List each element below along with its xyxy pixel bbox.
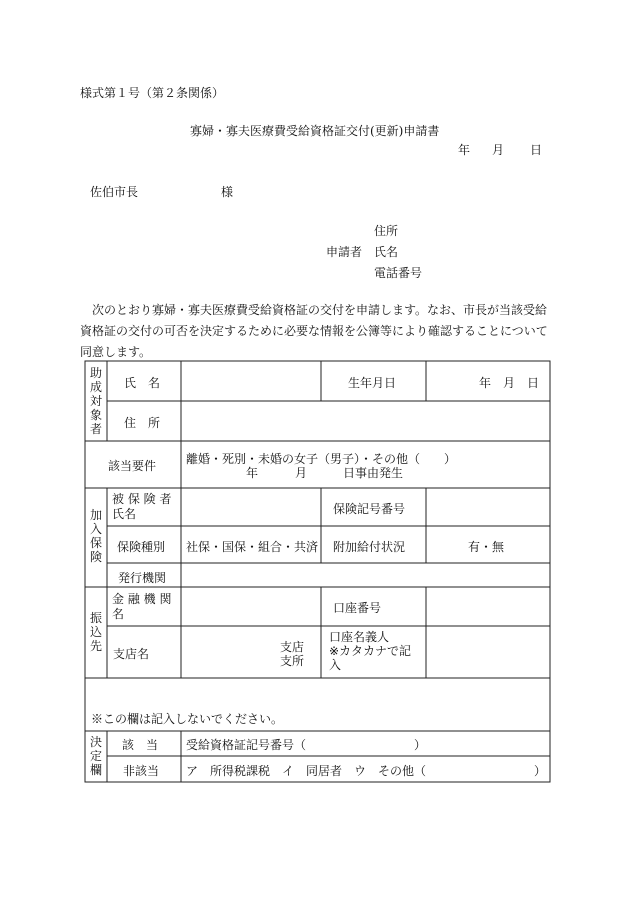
subject-address-field[interactable] [182, 402, 549, 440]
decision-applicable-label: 該 当 [122, 738, 159, 752]
insurance-group-label: 加 入 保 険 [89, 508, 102, 564]
applicant-label: 申請者 [326, 245, 363, 259]
subsidy-group-label: 助 成 対 象 者 [89, 366, 102, 436]
birth-day-label: 日 [527, 376, 540, 390]
applicant-name-label: 氏名 [374, 245, 399, 259]
branch-name-label: 支店名 [113, 647, 150, 661]
date-day-label: 日 [530, 143, 543, 157]
account-holder-field[interactable] [427, 627, 549, 677]
birthdate-label: 生年月日 [348, 376, 397, 390]
decision-not-applicable-label: 非該当 [123, 764, 160, 778]
eligibility-month-label: 月 [295, 466, 308, 480]
applicant-address-label: 住所 [374, 224, 399, 238]
bank-name-label: 金 融 機 関 名 [112, 592, 172, 621]
form-title: 寡婦・寡夫医療費受給資格証交付(更新)申請書 [190, 124, 440, 138]
consent-statement: 次のとおり寡婦・寡夫医療費受給資格証の交付を申請します。なお、市長が当該受給資格証の交付の可否を決定するために必要な情報を公簿等により確認することについて同意します。 [80, 303, 548, 359]
date-year-label: 年 [458, 143, 471, 157]
birth-year-label: 年 [479, 376, 492, 390]
decision-group-label: 決 定 欄 [89, 735, 102, 777]
applicant-phone-label: 電話番号 [374, 266, 423, 280]
account-number-label: 口座番号 [333, 601, 382, 615]
account-holder-label: 口座名義人 ※カタカナで記 入 [329, 630, 412, 672]
eligibility-reason-label: 日事由発生 [343, 466, 404, 480]
supplement-status-options[interactable]: 有・無 [468, 540, 505, 554]
branch-option-shisho[interactable]: 支所 [280, 654, 305, 668]
insurance-symbol-label: 保険記号番号 [333, 502, 406, 516]
eligibility-label: 該当要件 [108, 459, 157, 473]
addressee-honorific: 様 [221, 185, 234, 199]
insured-name-field[interactable] [182, 489, 320, 525]
office-use-notice: ※この欄は記入しないでください。 [91, 712, 284, 726]
issuer-label: 発行機関 [118, 571, 167, 585]
addressee-mayor: 佐伯市長 [90, 185, 139, 199]
decision-applicable-text: 受給資格証記号番号（ ） [186, 738, 427, 752]
bank-name-field[interactable] [182, 588, 320, 625]
insurance-type-options[interactable]: 社保・国保・組合・共済 [186, 540, 319, 554]
branch-option-shiten[interactable]: 支店 [280, 640, 305, 654]
insurance-symbol-field[interactable] [427, 489, 549, 525]
eligibility-year-label: 年 [246, 466, 259, 480]
birth-month-label: 月 [503, 376, 516, 390]
subject-name-label: 氏 名 [124, 376, 161, 390]
subject-address-label: 住 所 [124, 416, 161, 430]
date-month-label: 月 [492, 143, 505, 157]
eligibility-options[interactable]: 離婚・死別・未婚の女子（男子）・その他（ ） [186, 452, 457, 466]
form-number: 様式第１号（第２条関係） [80, 86, 225, 100]
insurance-type-label: 保険種別 [117, 540, 166, 554]
decision-not-applicable-text: ア 所得税課税 イ 同居者 ウ その他（ ） [186, 764, 547, 778]
subject-name-field[interactable] [182, 362, 320, 400]
supplement-status-label: 附加給付状況 [333, 540, 406, 554]
transfer-group-label: 振 込 先 [89, 611, 102, 653]
issuer-field[interactable] [182, 564, 549, 586]
insured-name-label: 被 保 険 者 氏名 [112, 492, 172, 521]
account-number-field[interactable] [427, 588, 549, 625]
